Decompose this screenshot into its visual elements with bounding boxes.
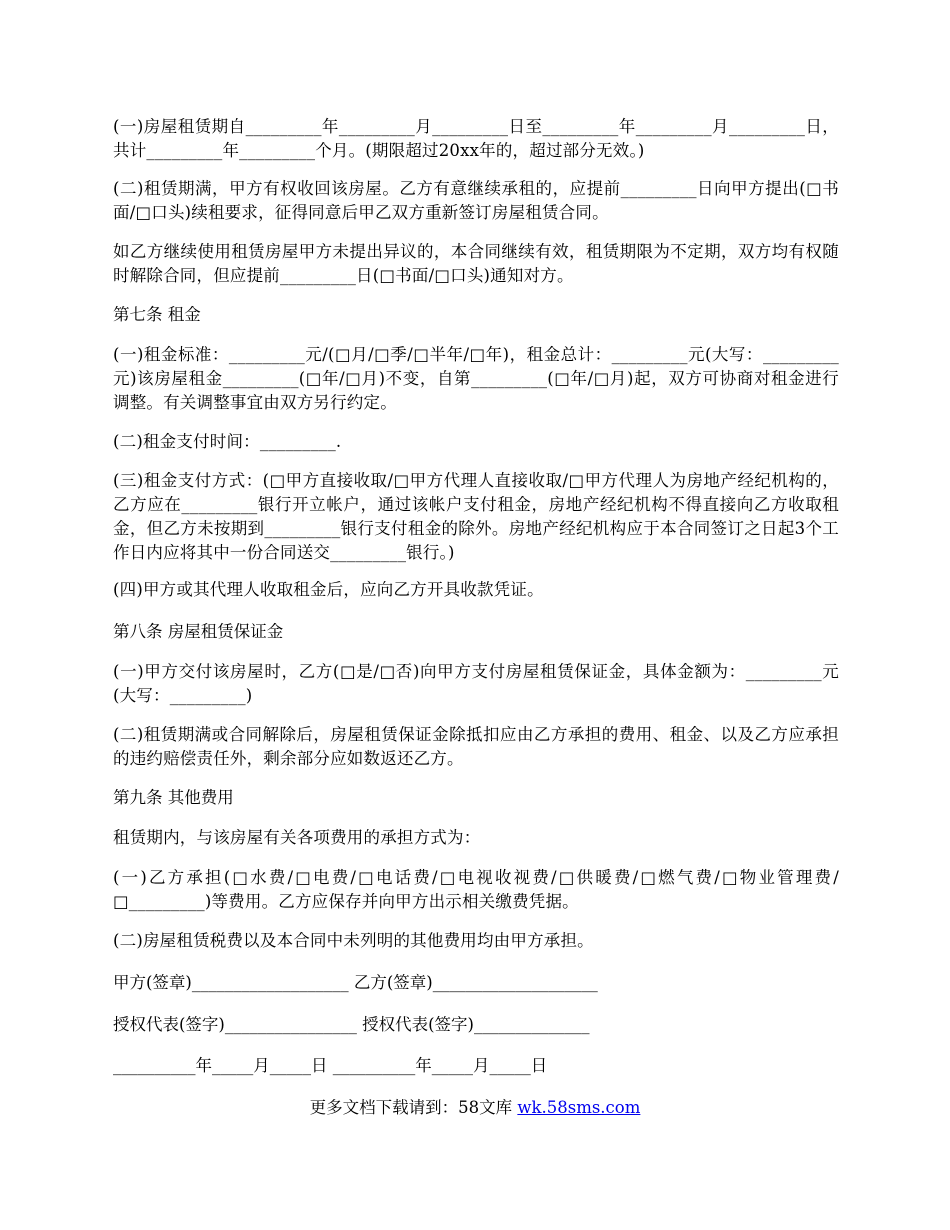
tenant-fees-paragraph: (一)乙方承担(□水费/□电费/□电话费/□电视收视费/□供暖费/□燃气费/□物业管理费/□_________)等费用。乙方应保存并向甲方出示相关缴费凭据。 xyxy=(113,868,839,911)
date-line: __________年_____月_____日 __________年_____月_____日 xyxy=(113,1056,548,1075)
other-fees-intro-paragraph: 租赁期内，与该房屋有关各项费用的承担方式为： xyxy=(113,828,481,847)
rent-payment-time-paragraph: (二)租金支付时间：_________. xyxy=(113,432,342,451)
rent-payment-method-paragraph: (三)租金支付方式：(□甲方直接收取/□甲方代理人直接收取/□甲方代理人为房地产经纪机构的，乙方应在_________银行开立帐户，通过该帐户支付租金，房地产经纪机构不得直接向乙方收取租金，但乙方未按期到_________银行支付租金的除外。房地产经纪机构应于本合同签订之日起3个工作日内应将其中一份合同送交_________银行。) xyxy=(113,471,839,562)
taxes-paragraph: (二)房屋租赁税费以及本合同中未列明的其他费用均由甲方承担。 xyxy=(113,931,594,950)
deposit-paragraph: (一)甲方交付该房屋时，乙方(□是/□否)向甲方支付房屋租赁保证金，具体金额为：_________元(大写：_________) xyxy=(113,662,839,705)
party-signature-line: 甲方(签章)___________________ 乙方(签章)____________________ xyxy=(113,973,598,992)
article-9-heading: 第九条 其他费用 xyxy=(113,788,234,807)
article-7-heading: 第七条 租金 xyxy=(113,305,201,324)
receipt-paragraph: (四)甲方或其代理人收取租金后，应向乙方开具收款凭证。 xyxy=(113,580,544,599)
article-8-heading: 第八条 房屋租赁保证金 xyxy=(113,622,284,641)
footer-text: 更多文档下载请到：58文库 xyxy=(309,1098,518,1117)
representative-signature-line: 授权代表(签字)________________ 授权代表(签字)______________ xyxy=(113,1015,590,1034)
lease-term-paragraph: (一)房屋租赁期自_________年_________月_________日至_________年_________月_________日，共计_________年_________个月。(期限超过20xx年的，超过部分无效。) xyxy=(113,117,839,160)
footer xyxy=(0,1096,950,1120)
rent-standard-paragraph: (一)租金标准：_________元/(□月/□季/□半年/□年)，租金总计：_________元(大写：_________元)该房屋租金_________(□年/□月)不变，自第_________(□年/□月)起，双方可协商对租金进行调整。有关调整事宜由双方另行约定。 xyxy=(113,345,839,412)
renewal-paragraph: (二)租赁期满，甲方有权收回该房屋。乙方有意继续承租的，应提前_________日向甲方提出(□书面/□口头)续租要求，征得同意后甲乙双方重新签订房屋租赁合同。 xyxy=(113,179,839,222)
deposit-return-paragraph: (二)租赁期满或合同解除后，房屋租赁保证金除抵扣应由乙方承担的费用、租金、以及乙方应承担的违约赔偿责任外，剩余部分应如数返还乙方。 xyxy=(113,725,839,768)
indefinite-term-paragraph: 如乙方继续使用租赁房屋甲方未提出异议的，本合同继续有效，租赁期限为不定期，双方均有权随时解除合同，但应提前_________日(□书面/□口头)通知对方。 xyxy=(113,242,839,285)
footer-link[interactable]: wk.58sms.com xyxy=(517,1098,641,1117)
